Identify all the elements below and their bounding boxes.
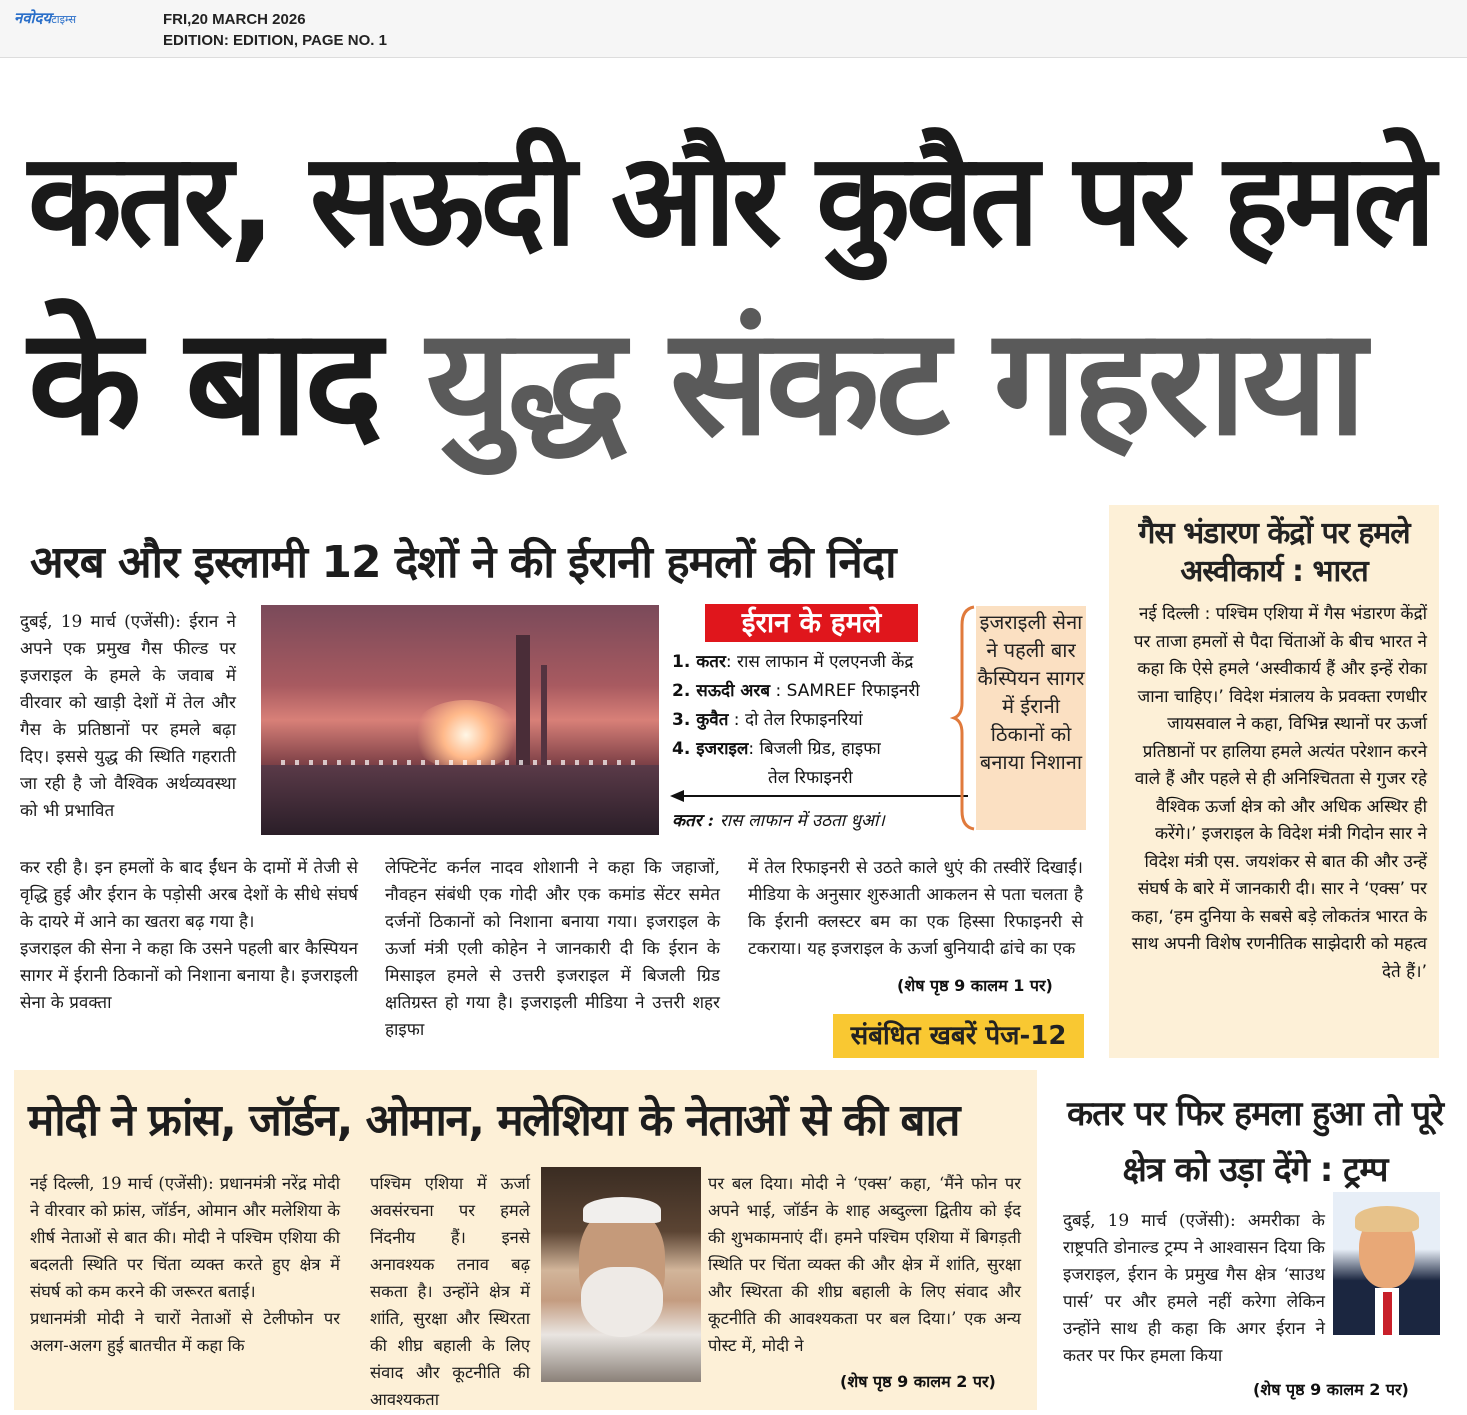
modi-photo <box>541 1167 701 1382</box>
attack-item: 1. कतर: रास लाफान में एलएनजी केंद्र <box>672 652 914 672</box>
brace-icon <box>952 605 978 831</box>
headline-part-a: के बाद <box>28 296 427 468</box>
arrow-left-icon <box>670 790 968 802</box>
hair-shape <box>1355 1206 1419 1232</box>
edition-page: EDITION: EDITION, PAGE NO. 1 <box>163 32 387 49</box>
israel-caspian-box: इजराइली सेना ने पहली बार कैस्पियन सागर में ईरानी ठिकानों को बनाया निशाना <box>976 606 1086 830</box>
trump-photo <box>1333 1192 1440 1335</box>
modi-col3: पर बल दिया। मोदी ने ‘एक्स’ कहा, ‘मैंने फोन पर अपने भाई, जॉर्डन के शाह अब्दुल्ला द्वितीय को ईद की शुभकामनाएं दीं। हमने पश्चिम एशिया में बिगड़ती स्थिति पर चिंता व्यक्त की और क्षेत्र में शांति, सुरक्षा और स्थिरता की शीघ्र बहाली के लिए संवाद और कूटनीति की आवश्यकता पर बल दिया।’ एक अन्य पोस्ट में, मोदी ने <box>708 1174 1021 1355</box>
sidebar-text: नई दिल्ली : पश्चिम एशिया में गैस भंडारण केंद्रों पर ताजा हमलों से पैदा चिंताओं के बीच भारत ने कहा कि ऐसे हमले ‘अस्वीकार्य हैं और इन्हें रोका जाना चाहिए।’ विदेश मंत्रालय के प्रवक्ता रणधीर जायसवाल ने कहा, विभिन्न स्थानों पर ऊर्जा प्रतिष्ठानों पर हालिया हमले अत्यंत परेशान करने वाले हैं और पहले से ही अनिश्चितता से गुजर रहे वैश्विक ऊर्जा क्षेत्र को और अधिक अस्थिर ही करेंगे।’ इजराइल के विदेश मंत्री गिदोन सार ने विदेश मंत्री एस. जयशंकर से बात की और उन्हें संघर्ष के बारे में जानकारी दी। सार ने ‘एक्स’ पर कहा, ‘हम दुनिया के सबसे बड़े लोकतंत्र भारत के साथ अपनी विशेष रणनीतिक साझेदारी को महत्व देते हैं।’ <box>1131 604 1427 982</box>
trump-headline: कतर पर फिर हमला हुआ तो पूरे क्षेत्र को उड़ा देंगे : ट्रम्प <box>1066 1094 1443 1190</box>
lead-remaining-note: (शेष पृष्ठ 9 कालम 1 पर) <box>897 976 1053 995</box>
beard-shape <box>581 1267 663 1337</box>
hair-shape <box>583 1197 661 1223</box>
lead-subheadline: अरब और इस्लामी 12 देशों ने की ईरानी हमलों की निंदा <box>30 537 896 588</box>
main-headline-line2 <box>28 292 1363 472</box>
issue-date: FRI,20 MARCH 2026 <box>163 11 306 28</box>
tie-shape <box>1383 1292 1392 1335</box>
logo-sub: टाइम्स <box>51 13 77 26</box>
qatar-smoke-photo <box>261 605 659 835</box>
logo-main: नवोदय <box>14 9 52 27</box>
trump-text-top: दुबई, 19 मार्च (एजेंसी): अमरीका के राष्ट्रपति डोनाल्ड ट्रम्प ने आश्वासन दिया कि इजराइल, ईरान के प्रमुख गैस क्षेत्र ‘साउथ पार्स’ पर और हमले नहीं करेगा लेकिन उन्होंने साथ ही कहा कि अगर ईरान ने कतर पर फिर हमला किया <box>1063 1211 1325 1366</box>
sidebar-headline: गैस भंडारण केंद्रों पर हमले अस्वीकार्य : भारत <box>1138 516 1410 589</box>
dateline <box>163 9 387 51</box>
trump-remaining-note: (शेष पृष्ठ 9 कालम 2 पर) <box>1253 1380 1409 1399</box>
iran-attacks-title: ईरान के हमले <box>705 604 918 642</box>
lead-col3: में तेल रिफाइनरी से उठते काले धुएं की तस्वीरें दिखाईं। मीडिया के अनुसार शुरुआती आकलन से पता चलता है कि ईरानी क्लस्टर बम का एक हिस्सा रिफाइनरी से टकराया। यह इजराइल के ऊर्जा बुनियादी ढांचे का एक <box>748 858 1083 959</box>
related-news-tag[interactable]: संबंधित खबरें पेज-12 <box>833 1014 1084 1058</box>
attack-item: तेल रिफाइनरी <box>768 768 853 788</box>
iran-attacks-list <box>672 648 920 793</box>
attack-item: 2. सऊदी अरब : SAMREF रिफाइनरी <box>672 681 920 701</box>
modi-headline: मोदी ने फ्रांस, जॉर्डन, ओमान, मलेशिया के नेताओं से की बात <box>28 1095 959 1146</box>
main-headline-line1: कतर, सऊदी और कुवैत पर हमले <box>28 125 1432 275</box>
crowd-silhouette <box>261 765 659 835</box>
lead-col2: लेफ्टिनेंट कर्नल नादव शोशानी ने कहा कि जहाजों, नौवहन संबंधी एक गोदी और एक कमांड सेंटर समेत दर्जनों ठिकानों को निशाना बनाया गया। इजराइल के ऊर्जा मंत्री एली कोहेन ने जानकारी दी कि ईरान के मिसाइल हमले से उत्तरी इजराइल में बिजली ग्रिड क्षतिग्रस्त हो गया है। इजराइली मीडिया ने उत्तरी शहर हाइफा <box>385 858 720 1040</box>
lead-col1-bottom: कर रही है। इन हमलों के बाद ईंधन के दामों में तेजी से वृद्धि हुई और ईरान के पड़ोसी अरब देशों के सीधे संघर्ष के दायरे में आने का खतरा बढ़ गया है। इजराइल की सेना ने कहा कि उसने पहली बार कैस्पियन सागर में ईरानी ठिकानों को निशाना बनाया है। इजराइली सेना के प्रवक्ता <box>20 858 358 1013</box>
modi-col2: पश्चिम एशिया में ऊर्जा अवसंरचना पर हमले निंदनीय हैं। इनसे अनावश्यक तनाव बढ़ सकता है। उन्होंने क्षेत्र में शांति, सुरक्षा और स्थिरता की शीघ्र बहाली के लिए संवाद और कूटनीति की आवश्यकता <box>370 1174 530 1409</box>
attack-item: 4. इजराइल: बिजली ग्रिड, हाइफा <box>672 739 881 759</box>
headline-part-b: युद्ध संकट गहराया <box>426 296 1363 468</box>
modi-col1: नई दिल्ली, 19 मार्च (एजेंसी): प्रधानमंत्री नरेंद्र मोदी ने वीरवार को फ्रांस, जॉर्डन, ओमान और मलेशिया के शीर्ष नेताओं से बात की। मोदी ने पश्चिम एशिया की बदलती स्थिति पर चिंता व्यक्त करते हुए क्षेत्र में संघर्ष को कम करने की जरूरत बताई। प्रधानमंत्री मोदी ने चारों नेताओं से टेलीफोन पर अलग-अलग हुई बातचीत में कहा कि <box>30 1174 340 1355</box>
photo-caption: कतर : रास लाफान में उठता धुआं। <box>672 811 885 831</box>
india-sidebar <box>1109 505 1439 1058</box>
modi-remaining-note: (शेष पृष्ठ 9 कालम 2 पर) <box>840 1372 996 1391</box>
lead-col1-top: दुबई, 19 मार्च (एजेंसी): ईरान ने अपने एक प्रमुख गैस फील्ड पर इजराइल के हमले के जवाब में वीरवार को खाड़ी देशों में तेल और गैस के प्रतिष्ठानों पर हमले बढ़ा दिए। इससे युद्ध की स्थिति गहराती जा रही है जो वैश्विक अर्थव्यवस्था को भी प्रभावित <box>20 612 236 821</box>
newspaper-logo[interactable] <box>14 8 76 28</box>
attack-item: 3. कुवैत : दो तेल रिफाइनरियां <box>672 710 863 730</box>
top-bar <box>0 0 1467 58</box>
